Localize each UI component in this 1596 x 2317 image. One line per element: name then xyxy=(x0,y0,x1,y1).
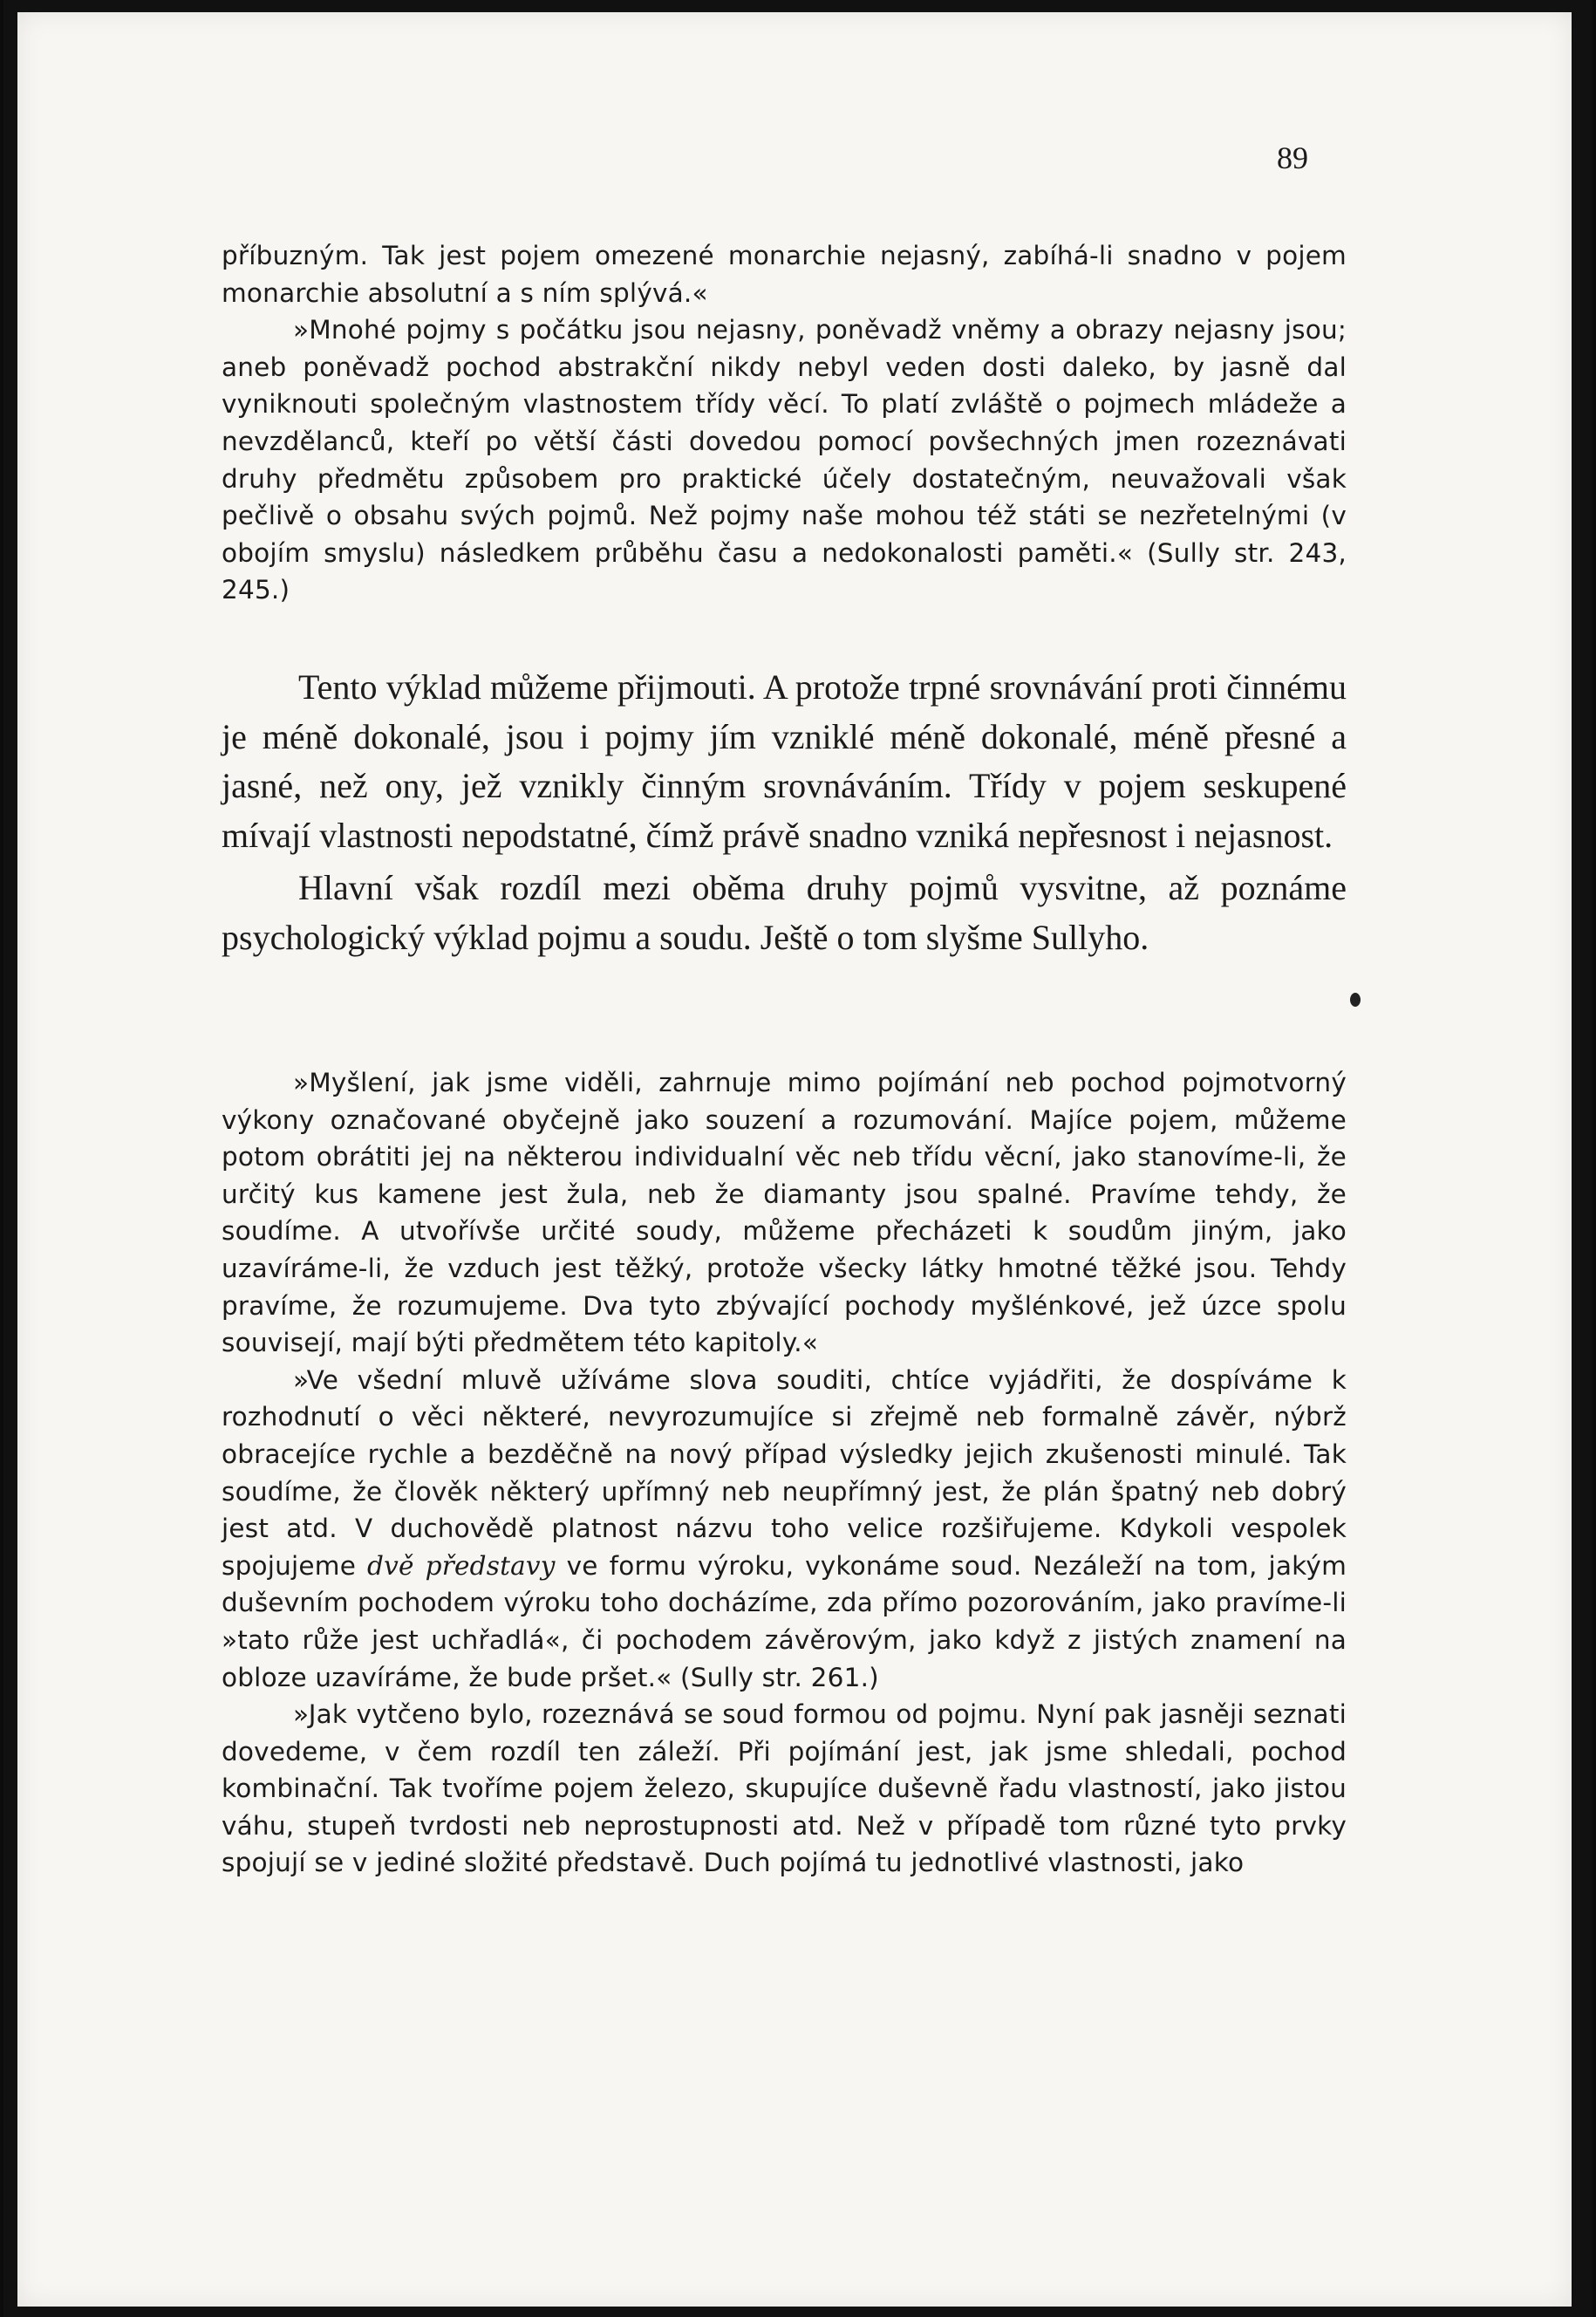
paragraph-7: »Jak vytčeno bylo, rozeznává se soud formou od pojmu. Nyní pak jasněji seznati dovedeme, v čem rozdíl ten záleží. Při pojímání jest, jak jsme shledali, pochod kombinační. Tak tvoříme pojem železo, skupujíce duševně řadu vlastností, jako jistou váhu, stupeň tvrdosti neb neprostupnosti atd. Než v případě tom různé tyto prvky spojují se v jediné složité představě. Duch pojímá tu jednotlivé vlastnosti, jako xyxy=(222,1699,1347,1878)
quote-block-1 xyxy=(222,237,1347,609)
body-block xyxy=(222,663,1347,962)
paragraph-6-text-a: »Ve všední mluvě užíváme slova souditi, chtíce vyjádřiti, že dospíváme k rozhodnutí o věci některé, nevyrozumujíce si zřejmě neb formalně závěr, nýbrž obracejíce rychle a bezděčně na nový případ výsledky jejich zkušenosti minulé. Tak soudíme, že člověk některý upřímný neb neupřímný jest, že plán špatný neb dobrý jest atd. V duchovědě platnost názvu toho velice rozšiřujeme. Kdykoli vespolek spojujeme xyxy=(222,1364,1347,1581)
scan-edge-right xyxy=(1593,0,1596,2317)
scan-edge-left xyxy=(0,0,3,2317)
ink-spot xyxy=(1350,993,1361,1007)
paragraph-4: Hlavní však rozdíl mezi oběma druhy pojmů vysvitne, až poznáme psychologický výklad pojmu a soudu. Ještě o tom slyšme Sullyho. xyxy=(222,868,1347,957)
paragraph-1: příbuzným. Tak jest pojem omezené monarchie nejasný, zabíhá-li snadno v pojem monarchie absolutní a s ním splývá.« xyxy=(222,241,1347,308)
quote-block-2 xyxy=(222,1064,1347,1882)
paragraph-6-text-b: ve formu výroku, vykonáme soud. Nezáleží na tom, jakým duševním pochodem výroku toho docházíme, zda přímo pozorováním, jako pravíme-li »tato růže jest uchřadlá«, či pochodem závěrovým, jako když z jistých znamení na obloze uzavíráme, že bude pršet.« (Sully str. 261.) xyxy=(222,1550,1347,1692)
paragraph-3: Tento výklad můžeme přijmouti. A protože trpné srovnávání proti činnému je méně dokonalé, jsou i pojmy jím vzniklé méně dokonalé, méně přesné a jasné, než ony, jež vznikly činným srovnáváním. Třídy v pojem seskupené mívají vlastnosti nepodstatné, čímž právě snadno vzniká nepřesnost i nejasnost. xyxy=(222,667,1347,855)
paragraph-5: »Myšlení, jak jsme viděli, zahrnuje mimo pojímání neb pochod pojmotvorný výkony označované obyčejně jako souzení a rozumování. Majíce pojem, můžeme potom obrátiti jej na některou individualní věc neb třídu věcní, jako stanovíme-li, že určitý kus kamene jest žula, neb že diamanty jsou spalné. Pravíme tehdy, že soudíme. A utvořívše určité soudy, můžeme přecházeti k soudům jiným, jako uzavíráme-li, že vzduch jest těžký, protože všecky látky hmotné těžké jsou. Tehdy pravíme, že rozumujeme. Dva tyto zbývající pochody myšlénkové, jež úzce spolu souvisejí, mají býti předmětem této kapitoly.« xyxy=(222,1068,1347,1358)
emphasis-two-ideas: dvě představy xyxy=(367,1550,556,1581)
book-page xyxy=(17,12,1572,2307)
paragraph-2: »Mnohé pojmy s počátku jsou nejasny, poněvadž vněmy a obrazy nejasny jsou; aneb poněvadž pochod abstrakční nikdy nebyl veden dosti daleko, by jasně dal vyniknouti společným vlastnostem třídy věcí. To platí zvláště o pojmech mládeže a nevzdělanců, kteří po větší části dovedou pomocí povšechných jmen rozeznávati druhy předmětu způsobem pro praktické účely dostatečným, neuvažovali však pečlivě o obsahu svých pojmů. Než pojmy naše mohou též státi se nezřetelnými (v obojím smyslu) následkem průběhu času a nedokonalosti paměti.« (Sully str. 243, 245.) xyxy=(222,315,1347,605)
paragraph-6 xyxy=(222,1362,1347,1696)
page-number: 89 xyxy=(1277,140,1308,175)
